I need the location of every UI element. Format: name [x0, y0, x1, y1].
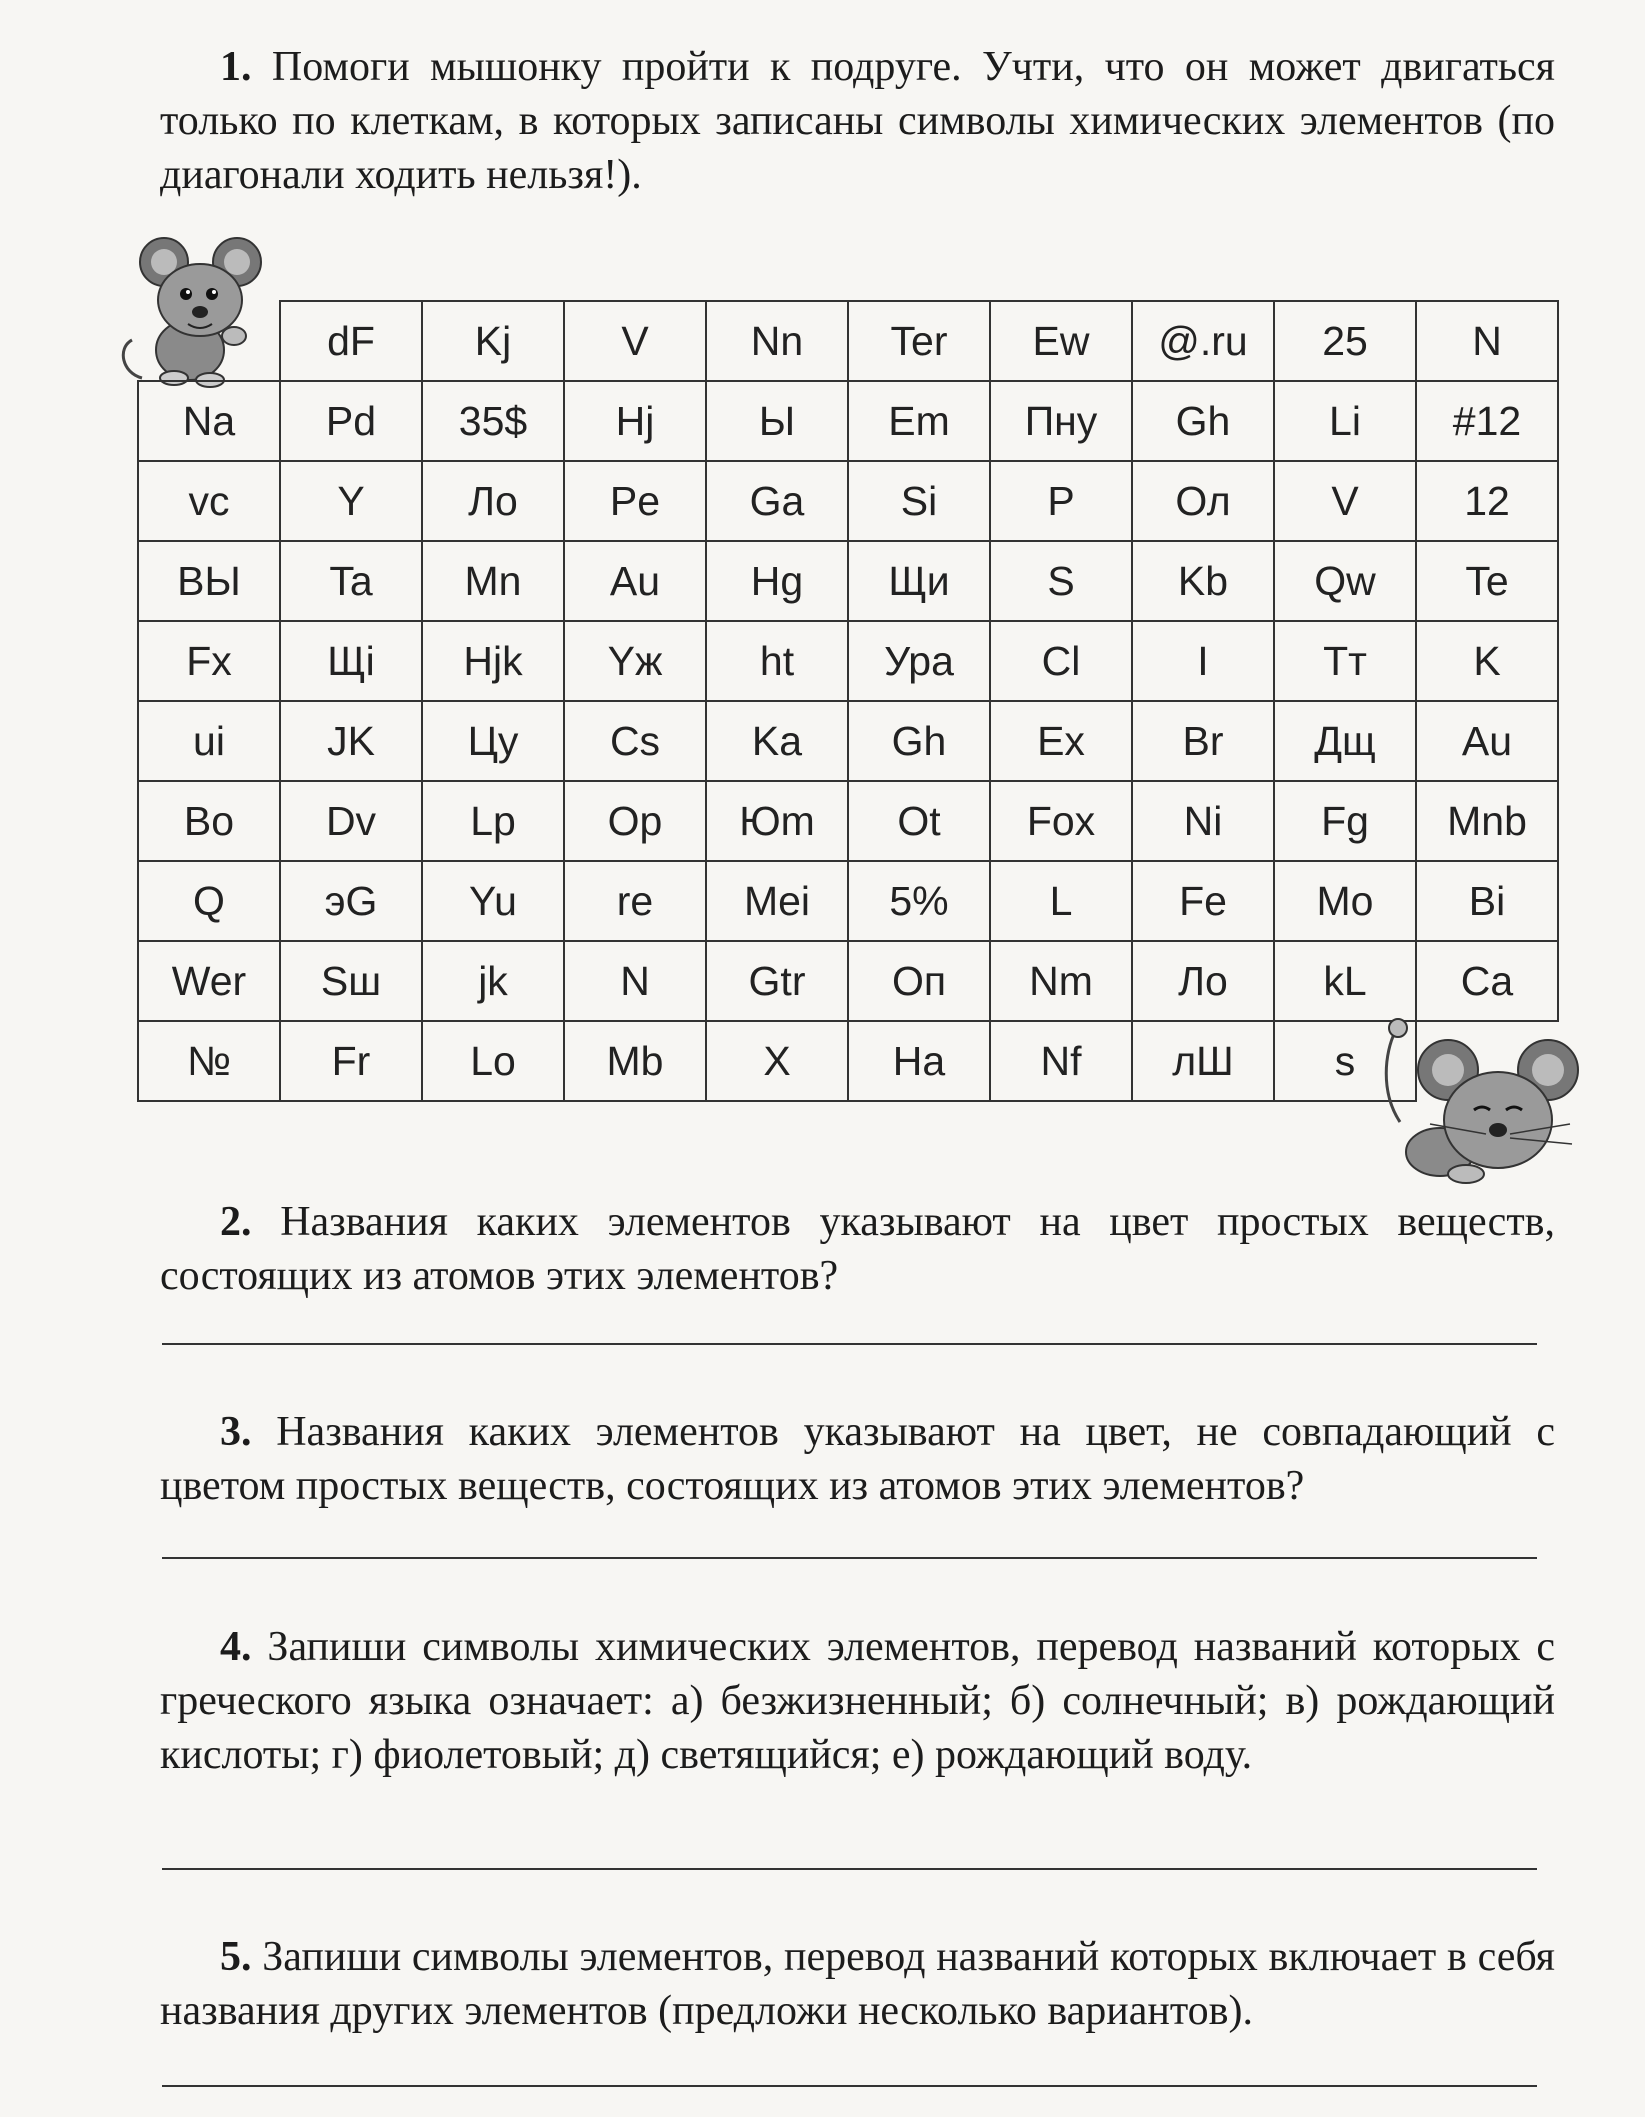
- task-3: [160, 1405, 1555, 1513]
- maze-cell: Fox: [990, 781, 1132, 861]
- maze-row: [138, 381, 1558, 461]
- maze-cell: Дщ: [1274, 701, 1416, 781]
- maze-cell: jk: [422, 941, 564, 1021]
- maze-row: [138, 461, 1558, 541]
- maze-cell: Hg: [706, 541, 848, 621]
- task-4-text: Запиши символы химических элементов, перевод названий которых с греческого языка означает: а) безжизненный; б) солнечный; в) рождающий кислоты; г) фиолетовый; д) светящийся; е) рождающий воду.: [160, 1624, 1556, 1778]
- maze-cell: V: [564, 301, 706, 381]
- maze-cell: Na: [138, 381, 280, 461]
- task-2-text: Названия каких элементов указывают на цвет простых веществ, состоящих из атомов этих элементов?: [160, 1199, 1556, 1299]
- maze-cell: #12: [1416, 381, 1558, 461]
- maze-cell: Ew: [990, 301, 1132, 381]
- maze-cell: Fg: [1274, 781, 1416, 861]
- maze-cell: Щi: [280, 621, 422, 701]
- maze-cell: Cl: [990, 621, 1132, 701]
- maze-cell: Gh: [1132, 381, 1274, 461]
- maze-cell: Ы: [706, 381, 848, 461]
- maze-cell: Pe: [564, 461, 706, 541]
- maze-cell: Kj: [422, 301, 564, 381]
- maze-cell: [138, 301, 280, 381]
- maze-cell: S: [990, 541, 1132, 621]
- maze-row: [138, 541, 1558, 621]
- maze-cell: I: [1132, 621, 1274, 701]
- maze-cell: Ол: [1132, 461, 1274, 541]
- maze-cell: ВЫ: [138, 541, 280, 621]
- maze-cell: Bo: [138, 781, 280, 861]
- maze-cell: Fx: [138, 621, 280, 701]
- maze-cell: Br: [1132, 701, 1274, 781]
- maze-cell: Sш: [280, 941, 422, 1021]
- maze-cell: Te: [1416, 541, 1558, 621]
- maze-cell: Ta: [280, 541, 422, 621]
- maze-cell: kL: [1274, 941, 1416, 1021]
- maze-row: [138, 941, 1558, 1021]
- task-5: [160, 1930, 1555, 2038]
- maze-cell: Ka: [706, 701, 848, 781]
- task-2-number: 2.: [220, 1199, 252, 1245]
- maze-cell: №: [138, 1021, 280, 1101]
- task-1-number: 1.: [220, 44, 252, 90]
- maze-cell: Ex: [990, 701, 1132, 781]
- maze-cell: Yu: [422, 861, 564, 941]
- maze-cell: N: [1416, 301, 1558, 381]
- maze-cell: Ca: [1416, 941, 1558, 1021]
- task-2: [160, 1195, 1555, 1303]
- maze-cell: Au: [564, 541, 706, 621]
- maze-row: [138, 1021, 1558, 1101]
- maze-cell: ht: [706, 621, 848, 701]
- maze-cell: V: [1274, 461, 1416, 541]
- task-4: [160, 1620, 1555, 1782]
- maze-cell: Nf: [990, 1021, 1132, 1101]
- task-5-number: 5.: [220, 1934, 252, 1980]
- maze-cell: Ni: [1132, 781, 1274, 861]
- maze-cell: Mb: [564, 1021, 706, 1101]
- maze-cell: Wer: [138, 941, 280, 1021]
- maze-cell: Mei: [706, 861, 848, 941]
- maze-cell: ui: [138, 701, 280, 781]
- maze-cell: @.ru: [1132, 301, 1274, 381]
- maze-cell: Mnb: [1416, 781, 1558, 861]
- maze-cell: Hjk: [422, 621, 564, 701]
- maze-cell: 12: [1416, 461, 1558, 541]
- maze-cell: Au: [1416, 701, 1558, 781]
- maze-cell: Юm: [706, 781, 848, 861]
- maze-cell: Щи: [848, 541, 990, 621]
- maze-cell: re: [564, 861, 706, 941]
- maze-cell: dF: [280, 301, 422, 381]
- maze-cell: лШ: [1132, 1021, 1274, 1101]
- maze-cell: Nm: [990, 941, 1132, 1021]
- maze-cell: Пну: [990, 381, 1132, 461]
- maze-cell: Ло: [422, 461, 564, 541]
- maze-cell: Ter: [848, 301, 990, 381]
- task-1-text: Помоги мышонку пройти к подруге. Учти, что он может двигаться только по клеткам, в которых записаны символы химических элементов (по диагонали ходить нельзя!).: [160, 44, 1555, 198]
- maze-cell: Qw: [1274, 541, 1416, 621]
- maze-cell: Ot: [848, 781, 990, 861]
- maze-cell: Gh: [848, 701, 990, 781]
- maze-cell: 25: [1274, 301, 1416, 381]
- maze-row: [138, 861, 1558, 941]
- maze-cell: N: [564, 941, 706, 1021]
- task-5-text: Запиши символы элементов, перевод названий которых включает в себя названия других элементов (предложи несколько вариантов).: [160, 1934, 1556, 2034]
- maze-cell: Q: [138, 861, 280, 941]
- maze-cell: Lp: [422, 781, 564, 861]
- maze-cell: Цу: [422, 701, 564, 781]
- maze-cell: K: [1416, 621, 1558, 701]
- maze-cell: Li: [1274, 381, 1416, 461]
- maze-cell: Fe: [1132, 861, 1274, 941]
- maze-cell: Fr: [280, 1021, 422, 1101]
- maze-cell: Nn: [706, 301, 848, 381]
- mouse-friend-icon: [1370, 1012, 1590, 1192]
- maze-cell: vc: [138, 461, 280, 541]
- task-3-number: 3.: [220, 1409, 252, 1455]
- maze-cell: Ga: [706, 461, 848, 541]
- maze-cell: Cs: [564, 701, 706, 781]
- maze-cell: Ура: [848, 621, 990, 701]
- maze-cell: Yж: [564, 621, 706, 701]
- maze-row: [138, 621, 1558, 701]
- maze-grid: [137, 300, 1559, 1102]
- maze-cell: Gtr: [706, 941, 848, 1021]
- maze-cell: Lo: [422, 1021, 564, 1101]
- maze-row: [138, 301, 1558, 381]
- task-4-number: 4.: [220, 1624, 252, 1670]
- maze-row: [138, 781, 1558, 861]
- maze-cell: P: [990, 461, 1132, 541]
- answer-line[interactable]: [162, 1557, 1537, 1559]
- maze-cell: Op: [564, 781, 706, 861]
- maze-cell: Hj: [564, 381, 706, 461]
- maze-row: [138, 701, 1558, 781]
- maze-cell: Kb: [1132, 541, 1274, 621]
- maze-cell: 35$: [422, 381, 564, 461]
- maze-cell: Mo: [1274, 861, 1416, 941]
- maze-cell: эG: [280, 861, 422, 941]
- maze-cell: Bi: [1416, 861, 1558, 941]
- maze-cell: Pd: [280, 381, 422, 461]
- answer-line[interactable]: [162, 1343, 1537, 1345]
- maze-cell: Mn: [422, 541, 564, 621]
- maze-cell: 5%: [848, 861, 990, 941]
- answer-line[interactable]: [162, 2085, 1537, 2087]
- maze-cell: s: [1274, 1021, 1416, 1101]
- maze-cell: L: [990, 861, 1132, 941]
- maze-cell: Y: [280, 461, 422, 541]
- answer-line[interactable]: [162, 1868, 1537, 1870]
- maze-cell: Тт: [1274, 621, 1416, 701]
- maze-cell: Si: [848, 461, 990, 541]
- maze-cell: Оп: [848, 941, 990, 1021]
- task-1: [160, 40, 1555, 202]
- maze-cell: Ha: [848, 1021, 990, 1101]
- maze-cell: JK: [280, 701, 422, 781]
- task-3-text: Названия каких элементов указывают на цвет, не совпадающий с цветом простых веществ, состоящих из атомов этих элементов?: [160, 1409, 1555, 1509]
- maze-cell: Ло: [1132, 941, 1274, 1021]
- maze-cell: X: [706, 1021, 848, 1101]
- maze-cell: Dv: [280, 781, 422, 861]
- maze-cell: Em: [848, 381, 990, 461]
